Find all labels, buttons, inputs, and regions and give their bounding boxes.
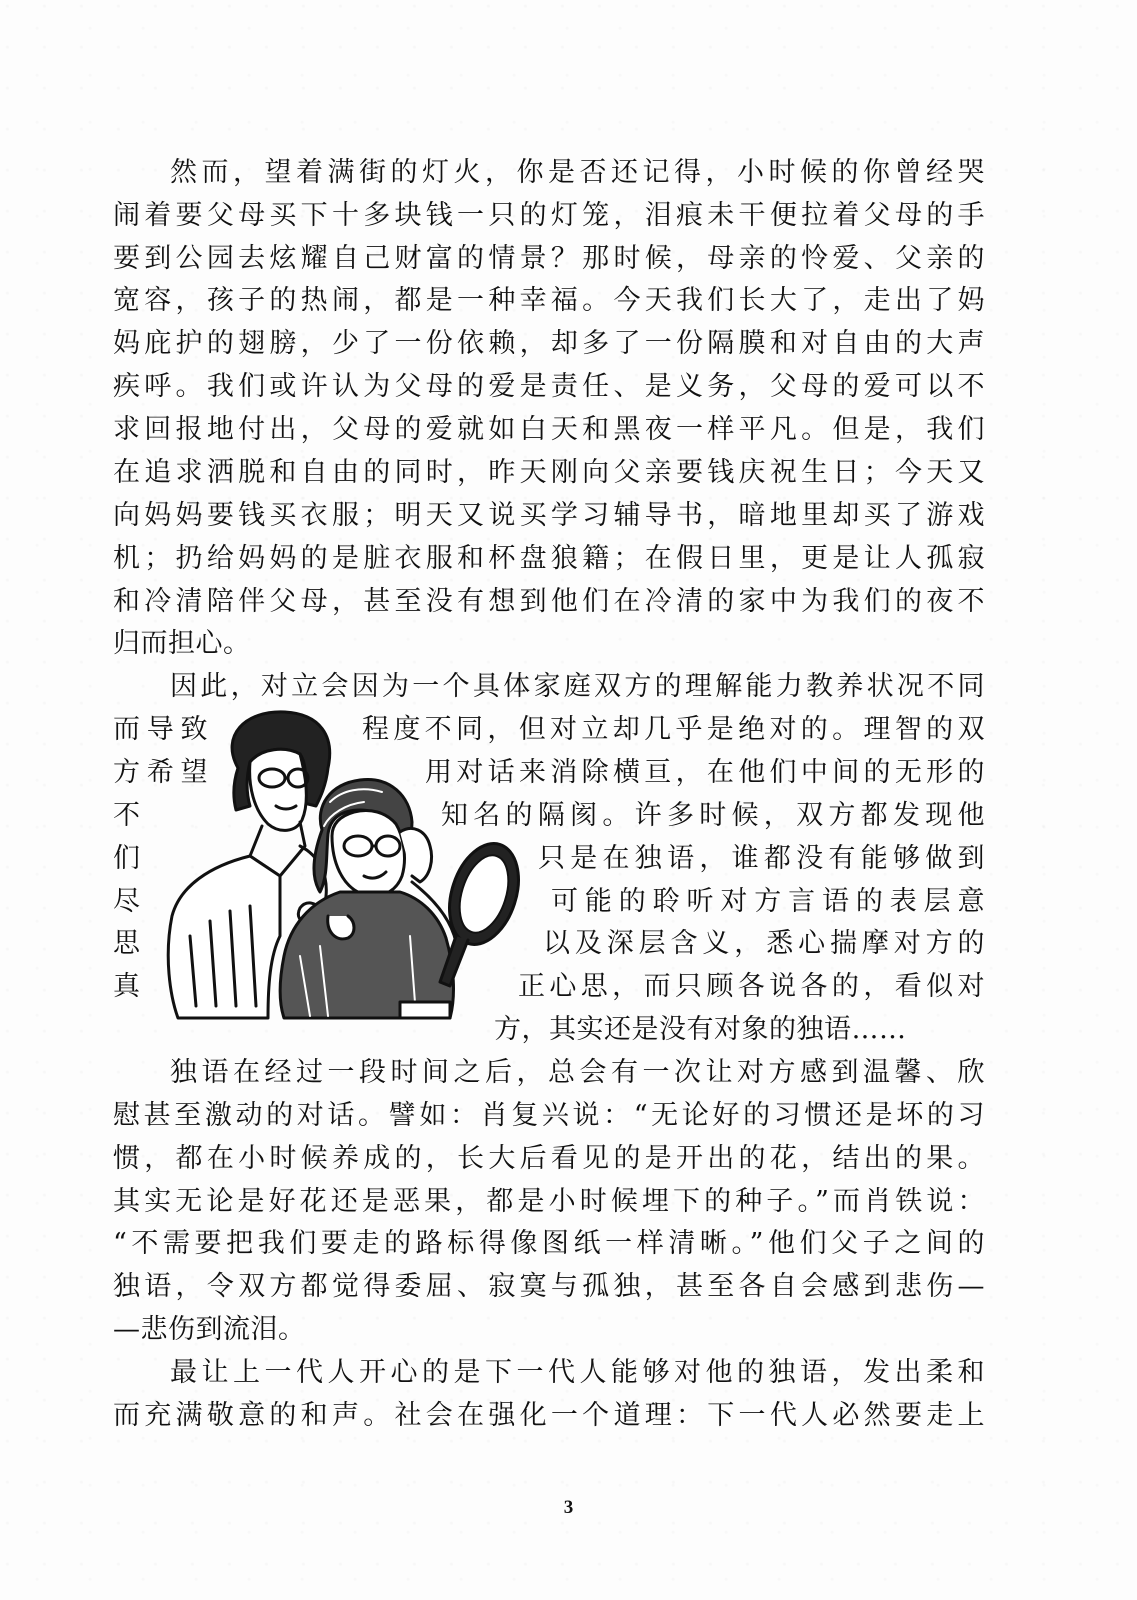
wrap-fragment-left: 方希望 bbox=[113, 757, 208, 788]
wrap-fragment-right: 用对话来消除横亘，在他们中间的无形的 bbox=[425, 757, 985, 788]
paragraph-line: 惯，都在小时候养成的，长大后看见的是开出的花，结出的果。 bbox=[113, 1143, 985, 1174]
wrap-fragment-left: 们 bbox=[113, 843, 141, 874]
paragraph-line: 然而，望着满街的灯火，你是否还记得，小时候的你曾经哭 bbox=[170, 157, 985, 188]
paragraph-line: 要到公园去炫耀自己财富的情景？那时候，母亲的怜爱、父亲的 bbox=[113, 243, 985, 274]
paragraph-line: 最让上一代人开心的是下一代人能够对他的独语，发出柔和 bbox=[170, 1357, 985, 1388]
paragraph-line: 在追求洒脱和自由的同时，昨天刚向父亲要钱庆祝生日；今天又 bbox=[113, 457, 985, 488]
wrap-fragment-right: 可能的聆听对方言语的表层意 bbox=[551, 886, 985, 917]
wrap-fragment-left: 思 bbox=[113, 928, 141, 959]
paragraph-line: 宽容，孩子的热闹，都是一种幸福。今天我们长大了，走出了妈 bbox=[113, 285, 985, 316]
paragraph-line: 机；扔给妈妈的是脏衣服和杯盘狼籍；在假日里，更是让人孤寂 bbox=[113, 543, 985, 574]
woman-body bbox=[168, 856, 280, 1018]
wrap-fragment-right: 正心思，而只顾各说各的，看似对 bbox=[518, 971, 985, 1002]
wrap-fragment-left: 尽 bbox=[113, 886, 141, 917]
wrap-fragment-right: 只是在独语，谁都没有能够做到 bbox=[538, 843, 985, 874]
wrap-fragment-right: 知名的隔阂。许多时候，双方都发现他 bbox=[441, 800, 985, 831]
paragraph-line: 因此，对立会因为一个具体家庭双方的理解能力教养状况不同 bbox=[170, 671, 985, 702]
woman-hand-2 bbox=[328, 916, 354, 939]
paragraph-line: 妈庇护的翅膀，少了一份依赖，却多了一份隔膜和对自由的大声 bbox=[113, 328, 985, 359]
wrap-fragment-right: 程度不同，但对立却几乎是绝对的。理智的双 bbox=[362, 714, 985, 745]
paragraph-line: 和冷清陪伴父母，甚至没有想到他们在冷清的家中为我们的夜不 bbox=[113, 586, 985, 617]
paragraph-line: 求回报地付出，父母的爱就如白天和黑夜一样平凡。但是，我们 bbox=[113, 414, 985, 445]
paragraph-line: —悲伤到流泪。 bbox=[113, 1314, 306, 1345]
wrap-fragment-left: 真 bbox=[113, 971, 141, 1002]
paragraph-line: 独语在经过一段时间之后，总会有一次让对方感到温馨、欣 bbox=[170, 1057, 985, 1088]
wrap-fragment-right: 以及深层含义，悉心揣摩对方的 bbox=[543, 928, 985, 959]
paragraph-line: 慰甚至激动的对话。譬如：肖复兴说：“无论好的习惯还是坏的习 bbox=[113, 1100, 985, 1131]
paragraph-line: 归而担心。 bbox=[113, 628, 251, 659]
paragraph-line: 而充满敬意的和声。社会在强化一个道理：下一代人必然要走上 bbox=[113, 1400, 985, 1431]
illustration-mother-daughter-mirror bbox=[150, 706, 550, 1036]
woman-face bbox=[250, 749, 307, 830]
wrap-fragment-left: 而导致 bbox=[113, 714, 208, 745]
wrap-fragment-right: 方，其实还是没有对象的独语…… bbox=[494, 1014, 907, 1045]
page-number: 3 bbox=[563, 1497, 574, 1518]
paragraph-line: 其实无论是好花还是恶果，都是小时候埋下的种子。”而肖铁说： bbox=[113, 1186, 985, 1217]
paragraph-line: 向妈妈要钱买衣服；明天又说买学习辅导书，暗地里却买了游戏 bbox=[113, 500, 985, 531]
paragraph-line: “不需要把我们要走的路标得像图纸一样清晰。”他们父子之间的 bbox=[113, 1228, 985, 1259]
paragraph-line: 疾呼。我们或许认为父母的爱是责任、是义务，父母的爱可以不 bbox=[113, 371, 985, 402]
paragraph-line: 闹着要父母买下十多块钱一只的灯笼，泪痕未干便拉着父母的手 bbox=[113, 200, 985, 231]
wrap-fragment-left: 不 bbox=[113, 800, 141, 831]
paragraph-line: 独语，令双方都觉得委屈、寂寞与孤独，甚至各自会感到悲伤— bbox=[113, 1271, 985, 1302]
